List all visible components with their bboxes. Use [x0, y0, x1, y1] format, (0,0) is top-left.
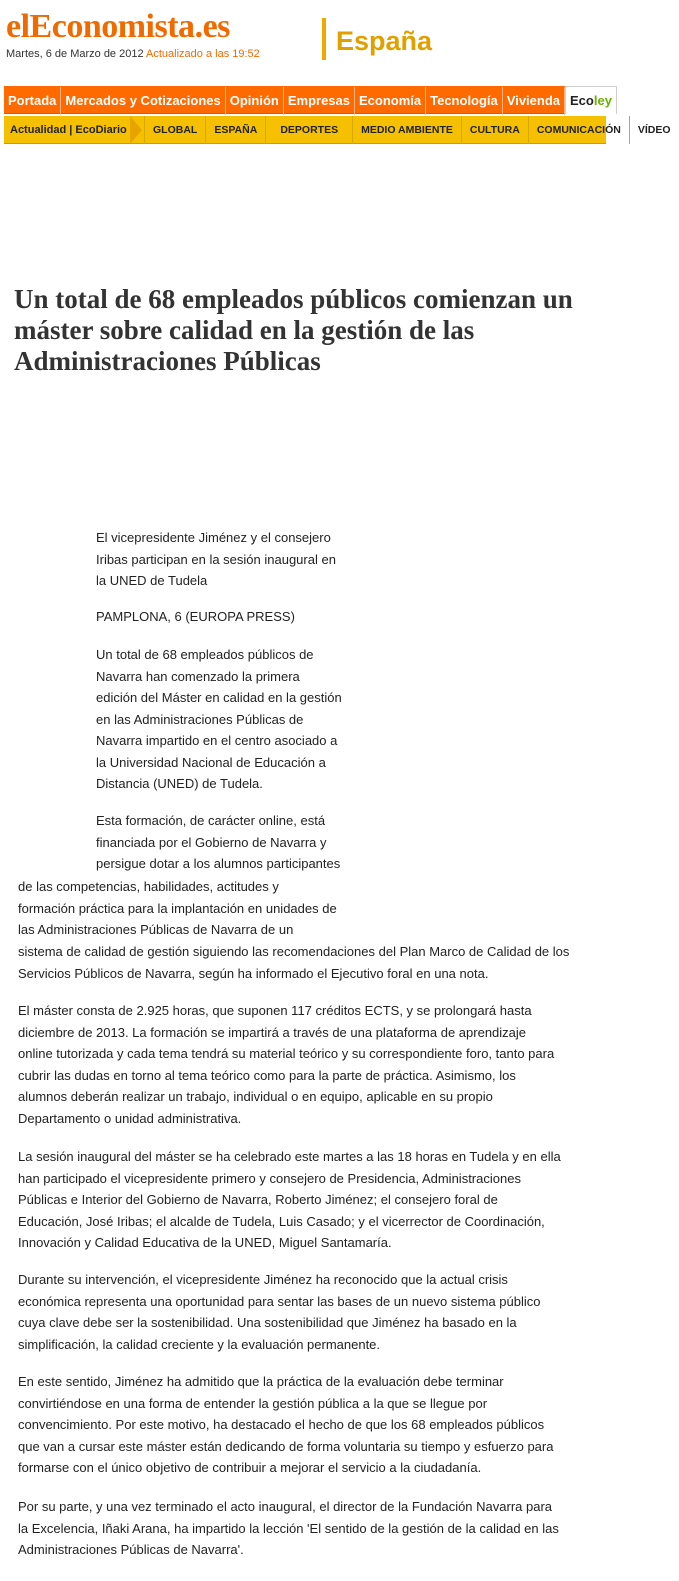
updated-text: Actualizado a las 19:52: [146, 48, 260, 60]
paragraph-line: Durante su intervención, el vicepresidente Jiménez ha reconocido que la actual crisis: [18, 1272, 508, 1287]
article-paragraph-2a: [96, 810, 358, 875]
article-paragraph-6: [18, 1371, 590, 1479]
paragraph-line: online tutorizada y cada tema tendrá su material teórico y su correspondiente foro, tanto para: [18, 1046, 555, 1061]
paragraph-line: en las Administraciones Públicas de: [96, 711, 304, 727]
paragraph-line: simplificación, la calidad creciente y la evaluación permanente.: [18, 1336, 381, 1352]
article-paragraph-2b: [18, 876, 358, 941]
paragraph-line: Esta formación, de carácter online, está: [96, 813, 326, 828]
subnav-global[interactable]: GLOBAL: [144, 116, 205, 144]
paragraph-line: Públicas e Interior del Gobierno de Navarra, Roberto Jiménez; el consejero foral de: [18, 1192, 498, 1207]
paragraph-line: formarse con el único objetivo de contribuir a mejorar el servicio a la ciudadanía.: [18, 1460, 482, 1475]
paragraph-line: han participado el vicepresidente primero y consejero de Presidencia, Administraciones: [18, 1170, 521, 1186]
paragraph-line: cubrir las dudas en torno al tema teórico como para la parte de práctica. Asimismo, los: [18, 1067, 516, 1083]
subnav-arrow-icon: [130, 116, 142, 144]
paragraph-line: Distancia (UNED) de Tudela.: [96, 776, 263, 791]
logo-part-eco: Eco: [29, 8, 83, 45]
paragraph-line: edición del Máster en calidad en la gestión: [96, 690, 342, 705]
ecoley-label-b: ley: [593, 93, 612, 108]
article-title: Un total de 68 empleados públicos comienzan un máster sobre calidad en la gestión de las Administraciones Públicas: [14, 284, 573, 376]
region-label[interactable]: España: [336, 26, 433, 56]
logo-part-el: el: [6, 8, 30, 45]
article-paragraph-7: [18, 1496, 590, 1561]
date-text: Martes, 6 de Marzo de 2012: [6, 48, 144, 60]
paragraph-line: financiada por el Gobierno de Navarra y: [96, 834, 327, 850]
subnav-video[interactable]: VÍDEO: [629, 116, 679, 144]
subnav-cultura[interactable]: CULTURA: [461, 116, 528, 144]
nav-portada[interactable]: Portada: [4, 87, 61, 115]
main-nav: [4, 86, 612, 114]
paragraph-line: alumnos deberán realizar un trabajo, individual o en equipo, aplicable en su propio: [18, 1089, 493, 1104]
paragraph-line: Navarra han comenzado la primera: [96, 668, 300, 684]
paragraph-line: Navarra impartido en el centro asociado a: [96, 733, 338, 748]
logo-part-es: .es: [194, 8, 230, 45]
paragraph-line: La sesión inaugural del máster se ha celebrado este martes a las 18 horas en Tudela y en ella: [18, 1149, 561, 1164]
lead-line: Iribas participan en la sesión inaugural en: [96, 551, 336, 567]
paragraph-line: Administraciones Públicas de Navarra'.: [18, 1542, 244, 1557]
paragraph-line: económica representa una oportunidad para sentar las bases de un nuevo sistema público: [18, 1293, 541, 1309]
paragraph-line: persigue dotar a los alumnos participantes: [96, 856, 341, 871]
article-paragraph-1: [96, 644, 358, 795]
article-lead: [96, 527, 358, 592]
paragraph-line: convencimiento. Por este motivo, ha destacado el hecho de que los 68 empleados públicos: [18, 1417, 545, 1432]
paragraph-line: El máster consta de 2.925 horas, que suponen 117 créditos ECTS, y se prolongará hasta: [18, 1003, 532, 1018]
ecoley-label-a: Eco: [570, 93, 594, 108]
nav-vivienda[interactable]: Vivienda: [503, 87, 565, 115]
paragraph-line: Un total de 68 empleados públicos de: [96, 647, 314, 662]
nav-opinion[interactable]: Opinión: [226, 87, 284, 115]
subnav-comunicacion[interactable]: COMUNICACIÓN: [528, 116, 629, 144]
nav-tecnologia[interactable]: Tecnología: [426, 87, 503, 115]
subnav-actualidad[interactable]: Actualidad | EcoDiario: [10, 124, 127, 136]
subnav-espana[interactable]: ESPAÑA: [205, 116, 265, 144]
site-logo[interactable]: [6, 10, 230, 44]
nav-economia[interactable]: Economía: [355, 87, 426, 115]
article-paragraph-5: [18, 1269, 590, 1355]
header-divider: [322, 18, 326, 60]
article-dateline: PAMPLONA, 6 (EUROPA PRESS): [96, 609, 295, 624]
paragraph-line: que van a cursar este máster están dedicando de forma voluntaria su tiempo y esfuerzo para: [18, 1438, 554, 1454]
lead-line: El vicepresidente Jiménez y el consejero: [96, 530, 331, 545]
sub-nav: [4, 116, 671, 144]
paragraph-line: Innovación y Calidad Educativa de la UNED, Miguel Santamaría.: [18, 1235, 392, 1250]
paragraph-line: Por su parte, y una vez terminado el acto inaugural, el director de la Fundación Navarra para: [18, 1499, 553, 1514]
nav-empresas[interactable]: Empresas: [284, 87, 355, 115]
logo-part-nomista: nomista: [82, 8, 195, 45]
paragraph-line: En este sentido, Jiménez ha admitido que la práctica de la evaluación debe terminar: [18, 1374, 504, 1389]
paragraph-line: Educación, José Iribas; el alcalde de Tudela, Luis Casado; y el vicerrector de Coordinación,: [18, 1213, 545, 1229]
article-paragraph-3: [18, 1000, 590, 1129]
paragraph-line: la Universidad Nacional de Educación a: [96, 754, 326, 770]
paragraph-line: de las competencias, habilidades, actitudes y: [18, 879, 279, 894]
paragraph-line: cuya clave debe ser la sostenibilidad. Una sostenibilidad que Jiménez ha basado en la: [18, 1315, 517, 1330]
article-paragraph-4: [18, 1146, 590, 1254]
paragraph-line: sistema de calidad de gestión siguiendo las recomendaciones del Plan Marco de Calidad de los: [18, 944, 570, 959]
header-date: [6, 48, 260, 60]
article-paragraph-2c: [18, 941, 590, 984]
lead-line: la UNED de Tudela: [96, 573, 208, 588]
paragraph-line: formación práctica para la implantación en unidades de: [18, 900, 337, 916]
nav-mercados[interactable]: Mercados y Cotizaciones: [61, 87, 225, 115]
paragraph-line: Servicios Públicos de Navarra, según ha informado el Ejecutivo foral en una nota.: [18, 965, 489, 981]
paragraph-line: la Excelencia, Iñaki Arana, ha impartido la lección 'El sentido de la gestión de la calidad en las: [18, 1520, 559, 1536]
subnav-medio-ambiente[interactable]: MEDIO AMBIENTE: [352, 116, 461, 144]
paragraph-line: convirtiéndose en una forma de entender la gestión pública a la que se llegue por: [18, 1395, 488, 1411]
paragraph-line: las Administraciones Públicas de Navarra de un: [18, 922, 294, 937]
subnav-deportes[interactable]: DEPORTES: [265, 116, 352, 144]
paragraph-line: Departamento o unidad administrativa.: [18, 1110, 242, 1126]
nav-ecoley[interactable]: [565, 86, 617, 114]
paragraph-line: diciembre de 2013. La formación se impartirá a través de una plataforma de aprendizaje: [18, 1024, 527, 1040]
